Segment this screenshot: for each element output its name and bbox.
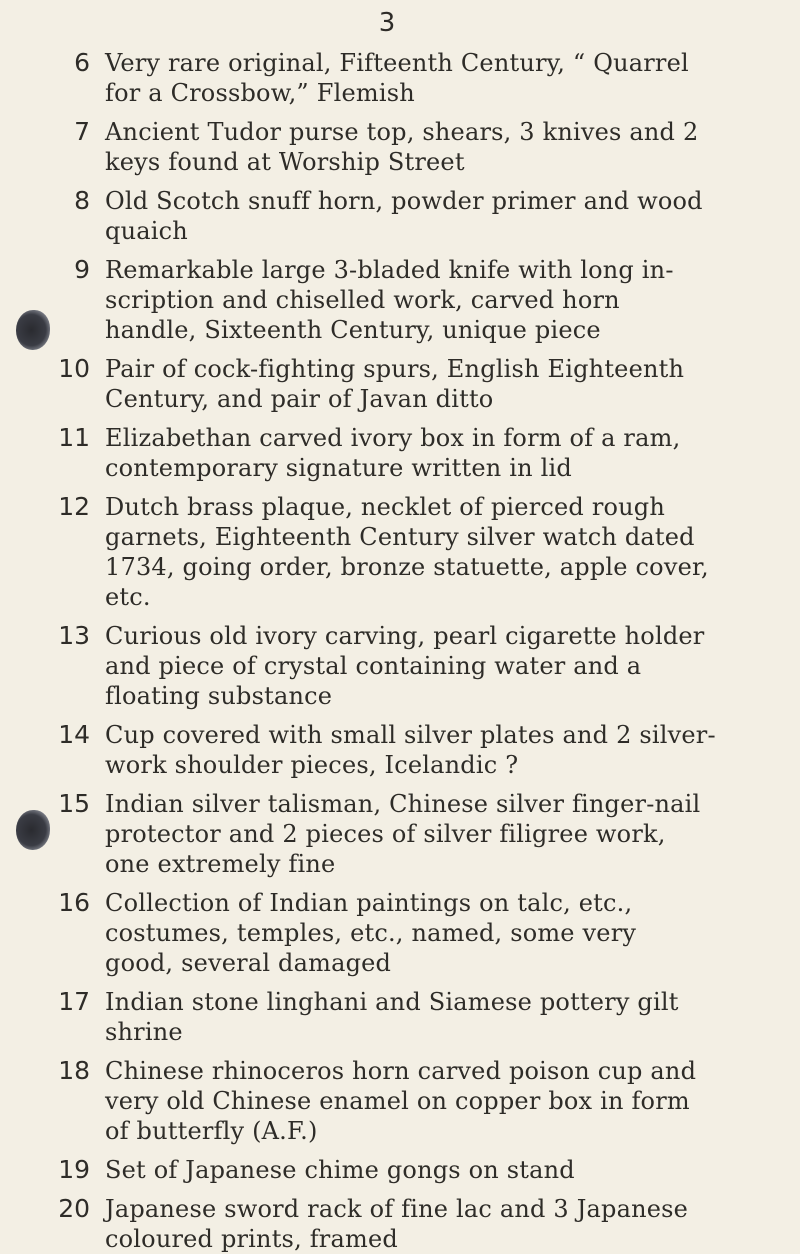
lot-number: 7 [74, 117, 90, 146]
lot-description: Indian silver talisman, Chinese silver finger-nail protector and 2 pieces of silver filigree work, one extremely fine [105, 790, 701, 878]
lot-description: Chinese rhinoceros horn carved poison cup and very old Chinese enamel on copper box in form of butterfly (A.F.) [105, 1057, 697, 1145]
lot-description: Pair of cock-fighting spurs, English Eighteenth Century, and pair of Javan ditto [105, 355, 685, 413]
lot-description: Set of Japanese chime gongs on stand [105, 1156, 575, 1184]
lot-number: 6 [74, 48, 90, 77]
lot-description: Remarkable large 3-bladed knife with long in- scription and chiselled work, carved horn handle, Sixteenth Century, unique piece [105, 256, 674, 344]
lot-number: 17 [58, 987, 90, 1016]
lot-number: 18 [58, 1056, 90, 1085]
lot-description: Elizabethan carved ivory box in form of a ram, contemporary signature written in lid [105, 424, 681, 482]
page-number: 3 [378, 8, 396, 38]
lot-number: 10 [58, 354, 90, 383]
punch-hole [16, 310, 50, 350]
lot-number: 19 [58, 1155, 90, 1184]
lot-description: Cup covered with small silver plates and 2 silver- work shoulder pieces, Icelandic ? [105, 721, 716, 779]
lot-number: 14 [58, 720, 90, 749]
lot-description: Collection of Indian paintings on talc, etc., costumes, temples, etc., named, some very good, several damaged [105, 889, 637, 977]
lot-description: Very rare original, Fifteenth Century, “ Quarrel for a Crossbow,” Flemish [105, 49, 689, 107]
lot-description: Ancient Tudor purse top, shears, 3 knives and 2 keys found at Worship Street [105, 118, 699, 176]
lot-number: 12 [58, 492, 90, 521]
lot-description: Japanese sword rack of fine lac and 3 Japanese coloured prints, framed [105, 1195, 689, 1253]
lot-number: 8 [74, 186, 90, 215]
lot-description: Curious old ivory carving, pearl cigarette holder and piece of crystal containing water and a floating substance [105, 622, 705, 710]
lot-description: Indian stone linghani and Siamese pottery gilt shrine [105, 988, 679, 1046]
lot-number: 13 [58, 621, 90, 650]
lot-description: Dutch brass plaque, necklet of pierced rough garnets, Eighteenth Century silver watch dated 1734, going order, bronze statuette, apple cover, etc. [105, 493, 709, 611]
lot-number: 9 [74, 255, 90, 284]
lot-number: 16 [58, 888, 90, 917]
lot-number: 20 [58, 1194, 90, 1223]
lot-number: 11 [58, 423, 90, 452]
lot-number: 15 [58, 789, 90, 818]
lot-description: Old Scotch snuff horn, powder primer and wood quaich [105, 187, 703, 245]
